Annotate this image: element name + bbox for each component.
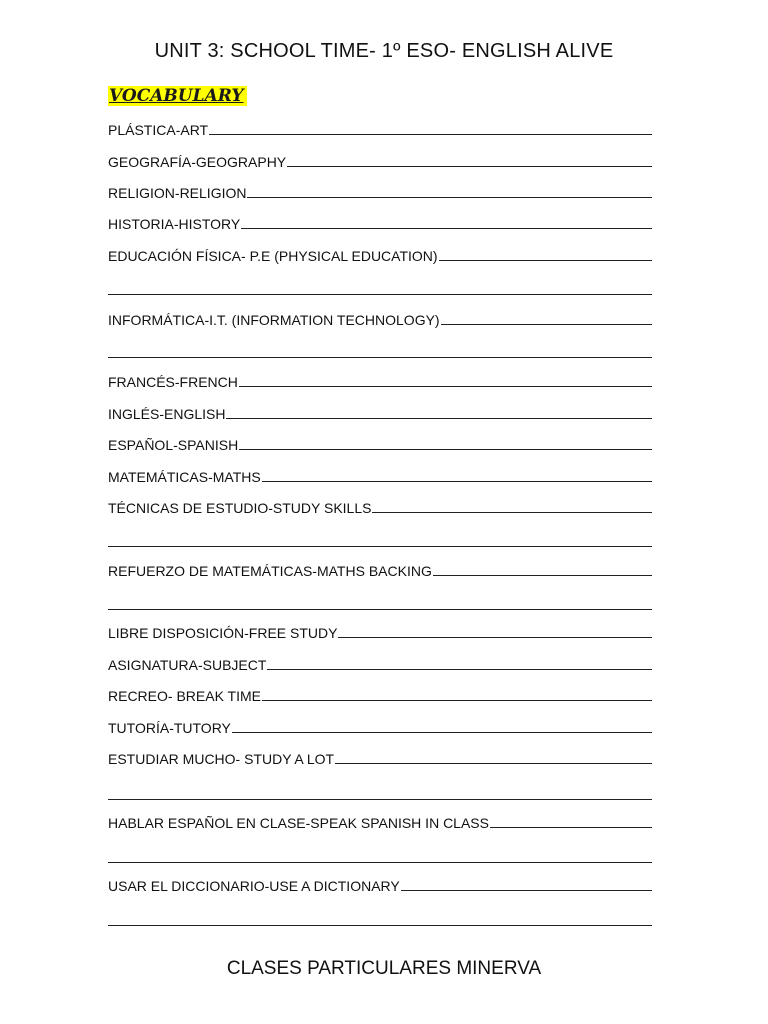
answer-line[interactable] xyxy=(441,324,652,325)
answer-line[interactable] xyxy=(247,197,652,198)
answer-line[interactable] xyxy=(490,827,652,828)
vocab-term: ESTUDIAR MUCHO- STUDY A LOT xyxy=(108,751,335,767)
vocab-term: INFORMÁTICA-I.T. (INFORMATION TECHNOLOGY) xyxy=(108,312,440,328)
vocab-term: HISTORIA-HISTORY xyxy=(108,216,241,232)
vocab-row xyxy=(108,559,652,579)
answer-line[interactable] xyxy=(108,546,652,547)
vocab-row xyxy=(108,621,652,641)
vocab-term: FRANCÉS-FRENCH xyxy=(108,374,238,390)
answer-line[interactable] xyxy=(335,763,652,764)
vocab-term: LIBRE DISPOSICIÓN-FREE STUDY xyxy=(108,625,338,641)
answer-line[interactable] xyxy=(338,637,652,638)
answer-line[interactable] xyxy=(401,890,652,891)
footer-text: CLASES PARTICULARES MINERVA xyxy=(226,958,542,979)
vocab-row xyxy=(108,465,652,485)
answer-line[interactable] xyxy=(108,862,652,863)
page-title: UNIT 3: SCHOOL TIME- 1º ESO- ENGLISH ALIVE xyxy=(154,40,614,62)
vocab-term: GEOGRAFÍA-GEOGRAPHY xyxy=(108,154,287,170)
answer-line[interactable] xyxy=(262,700,652,701)
vocab-term: ESPAÑOL-SPANISH xyxy=(108,437,239,453)
vocab-term: ASIGNATURA-SUBJECT xyxy=(108,657,267,673)
vocab-term: HABLAR ESPAÑOL EN CLASE-SPEAK SPANISH IN CLASS xyxy=(108,815,489,831)
vocab-row xyxy=(108,496,652,516)
answer-line[interactable] xyxy=(439,260,652,261)
vocab-term: RELIGION-RELIGION xyxy=(108,185,247,201)
answer-line[interactable] xyxy=(226,418,652,419)
answer-line[interactable] xyxy=(232,732,652,733)
vocab-term: PLÁSTICA-ART xyxy=(108,122,209,138)
vocab-term: EDUCACIÓN FÍSICA- P.E (PHYSICAL EDUCATION) xyxy=(108,248,438,264)
answer-line[interactable] xyxy=(108,294,652,295)
answer-line[interactable] xyxy=(209,134,652,135)
vocab-row xyxy=(108,118,652,138)
answer-line[interactable] xyxy=(262,481,652,482)
answer-line[interactable] xyxy=(239,449,652,450)
vocab-row xyxy=(108,747,652,767)
vocabulary-heading: VOCABULARY xyxy=(108,86,247,106)
vocab-row xyxy=(108,402,652,422)
vocab-row xyxy=(108,716,652,736)
vocab-term: TÉCNICAS DE ESTUDIO-STUDY SKILLS xyxy=(108,500,372,516)
vocab-term: REFUERZO DE MATEMÁTICAS-MATHS BACKING xyxy=(108,563,432,579)
vocab-row xyxy=(108,181,652,201)
answer-line[interactable] xyxy=(267,669,652,670)
answer-line[interactable] xyxy=(433,575,652,576)
vocab-row xyxy=(108,811,652,831)
answer-line[interactable] xyxy=(108,799,652,800)
vocab-row xyxy=(108,150,652,170)
vocab-row xyxy=(108,244,652,264)
answer-line[interactable] xyxy=(108,925,652,926)
vocab-term: MATEMÁTICAS-MATHS xyxy=(108,469,261,485)
vocab-term: USAR EL DICCIONARIO-USE A DICTIONARY xyxy=(108,878,400,894)
answer-line[interactable] xyxy=(287,166,652,167)
answer-line[interactable] xyxy=(108,357,652,358)
vocab-row xyxy=(108,684,652,704)
vocab-term: RECREO- BREAK TIME xyxy=(108,688,261,704)
answer-line[interactable] xyxy=(239,386,652,387)
vocab-row xyxy=(108,370,652,390)
answer-line[interactable] xyxy=(108,609,652,610)
vocab-term: TUTORÍA-TUTORY xyxy=(108,720,231,736)
vocab-row xyxy=(108,433,652,453)
vocab-row xyxy=(108,308,652,328)
answer-line[interactable] xyxy=(241,228,652,229)
vocab-term: INGLÉS-ENGLISH xyxy=(108,406,226,422)
answer-line[interactable] xyxy=(372,512,652,513)
section-heading xyxy=(108,86,247,106)
vocab-row xyxy=(108,212,652,232)
vocab-row xyxy=(108,653,652,673)
vocab-row xyxy=(108,874,652,894)
